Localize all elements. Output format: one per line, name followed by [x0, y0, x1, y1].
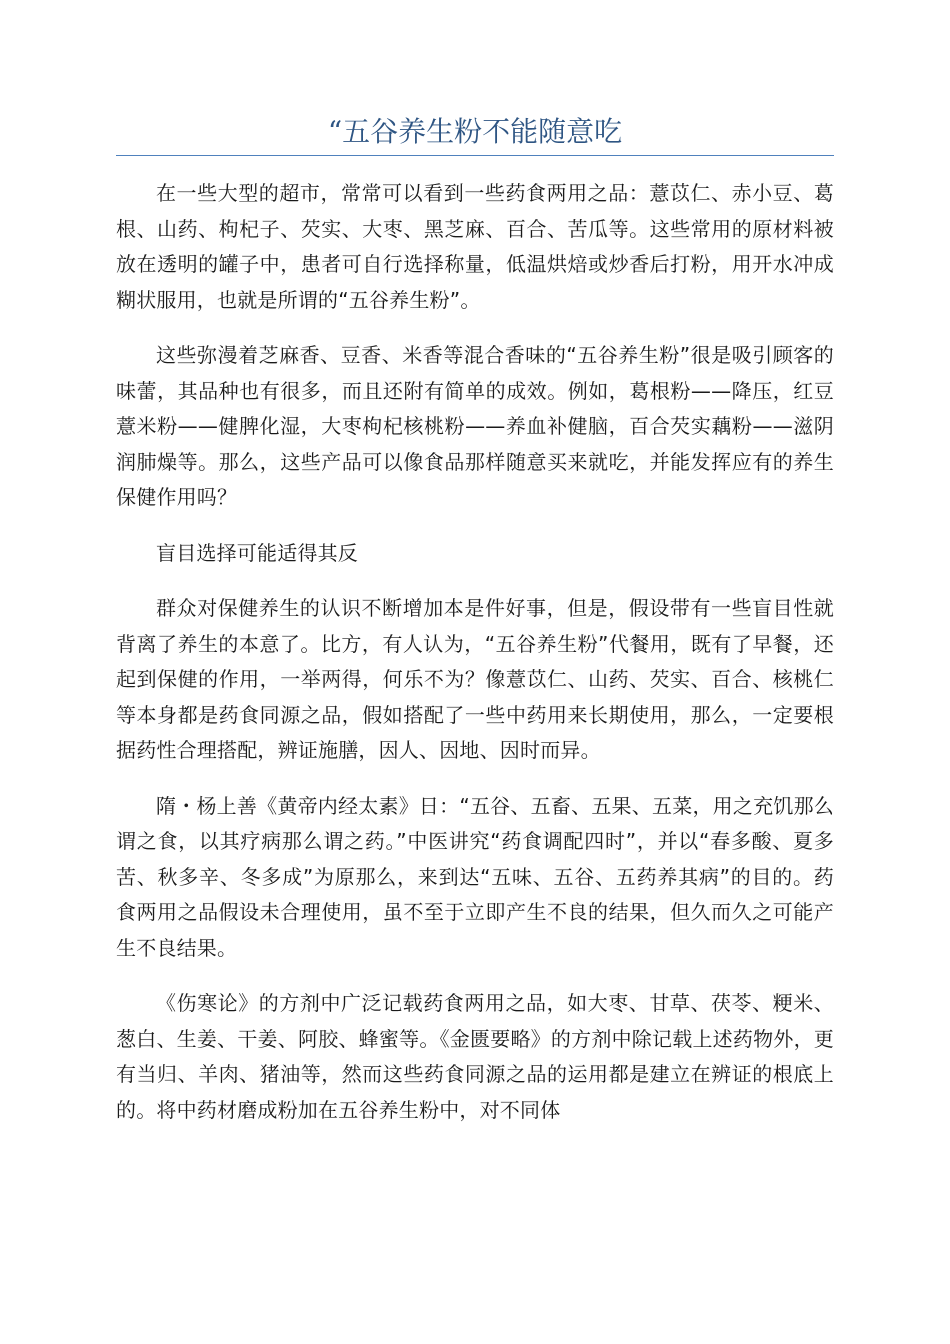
paragraph-intro: 在一些大型的超市，常常可以看到一些药食两用之品：薏苡仁、赤小豆、葛根、山药、枸杞子、芡实、大枣、黑芝麻、百合、苦瓜等。这些常用的原材料被放在透明的罐子中，患者可自行选择称量，低温烘焙或炒香后打粉，用开水冲成糊状服用，也就是所谓的“五谷养生粉”。 [116, 181, 834, 312]
paragraph-shanghan: 《伤寒论》的方剂中广泛记载药食两用之品，如大枣、甘草、茯苓、粳米、葱白、生姜、干姜、阿胶、蜂蜜等。《金匮要略》的方剂中除记载上述药物外，更有当归、羊肉、猪油等，然而这些药食同源之品的运用都是建立在辨证的根底上的。将中药材磨成粉加在五谷养生粉中，对不同体 [116, 991, 834, 1122]
paragraph-blind-choice: 群众对保健养生的认识不断增加本是件好事，但是，假设带有一些盲目性就背离了养生的本意了。比方，有人认为，“五谷养生粉”代餐用，既有了早餐，还起到保健的作用，一举两得，何乐不为？像薏苡仁、山药、芡实、百合、核桃仁等本身都是药食同源之品，假如搭配了一些中药用来长期使用，那么，一定要根据药性合理搭配，辨证施膳，因人、因地、因时而异。 [116, 596, 834, 762]
title-underline [116, 155, 834, 156]
document-title: “五谷养生粉不能随意吃 [327, 115, 623, 148]
paragraph-products: 这些弥漫着芝麻香、豆香、米香等混合香味的“五谷养生粉”很是吸引顾客的味蕾，其品种也有很多，而且还附有简单的成效。例如，葛根粉——降压，红豆薏米粉——健脾化湿，大枣枸杞核桃粉——养血补健脑，百合芡实藕粉——滋阴润肺燥等。那么，这些产品可以像食品那样随意买来就吃，并能发挥应有的养生保健作用吗？ [116, 343, 834, 509]
paragraph-classic-quote: 隋・杨上善《黄帝内经太素》日：“五谷、五畜、五果、五菜，用之充饥那么谓之食，以其疗病那么谓之药。”中医讲究“药食调配四时”，并以“春多酸、夏多苦、秋多辛、冬多成”为原那么，来到达“五味、五谷、五药养其病”的目的。药食两用之品假设未合理使用，虽不至于立即产生不良的结果，但久而久之可能产生不良结果。 [116, 793, 834, 960]
document-body [116, 176, 834, 1148]
section-heading: 盲目选择可能适得其反 [156, 540, 358, 565]
